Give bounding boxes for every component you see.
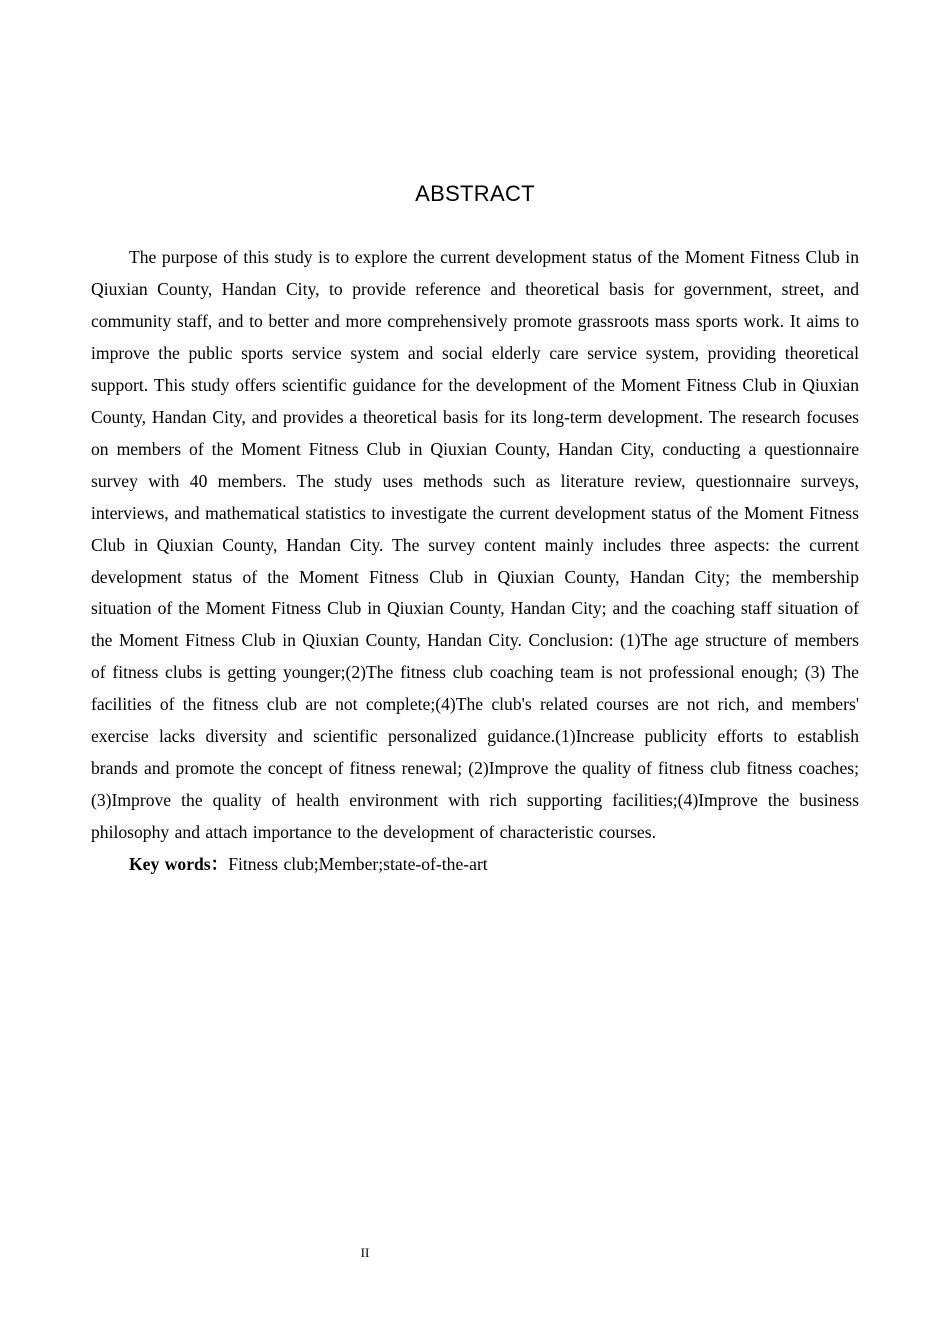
abstract-paragraph: The purpose of this study is to explore the current development status of the Moment Fitness Club in Qiuxian County, Handan City, to provide reference and theoretical basis for government, street, and community staff, and to better and more comprehensively promote grassroots mass sports work. It aims to improve the public sports service system and social elderly care service system, providing theoretical support. This study offers scientific guidance for the development of the Moment Fitness Club in Qiuxian County, Handan City, and provides a theoretical basis for its long-term development. The research focuses on members of the Moment Fitness Club in Qiuxian County, Handan City, conducting a questionnaire survey with 40 members. The study uses methods such as literature review, questionnaire surveys, interviews, and mathematical statistics to investigate the current development status of the Moment Fitness Club in Qiuxian County, Handan City. The survey content mainly includes three aspects: the current development status of the Moment Fitness Club in Qiuxian County, Handan City; the membership situation of the Moment Fitness Club in Qiuxian County, Handan City; and the coaching staff situation of the Moment Fitness Club in Qiuxian County, Handan City. Conclusion: (1)The age structure of members of fitness clubs is getting younger;(2)The fitness club coaching team is not professional enough; (3) The facilities of the fitness club are not complete;(4)The club's related courses are not rich, and members' exercise lacks diversity and scientific personalized guidance.(1)Increase publicity efforts to establish brands and promote the concept of fitness renewal; (2)Improve the quality of fitness club fitness coaches; (3)Improve the quality of health environment with rich supporting facilities;(4)Improve the business philosophy and attach importance to the development of characteristic courses. <box>91 247 859 843</box>
page-title: ABSTRACT <box>415 181 535 206</box>
page-number: II <box>360 1245 370 1260</box>
keywords-label: Key words： <box>129 854 229 875</box>
keywords-value: Fitness club;Member;state-of-the-art <box>228 854 488 875</box>
keywords-line <box>91 849 859 881</box>
abstract-body <box>91 242 859 881</box>
